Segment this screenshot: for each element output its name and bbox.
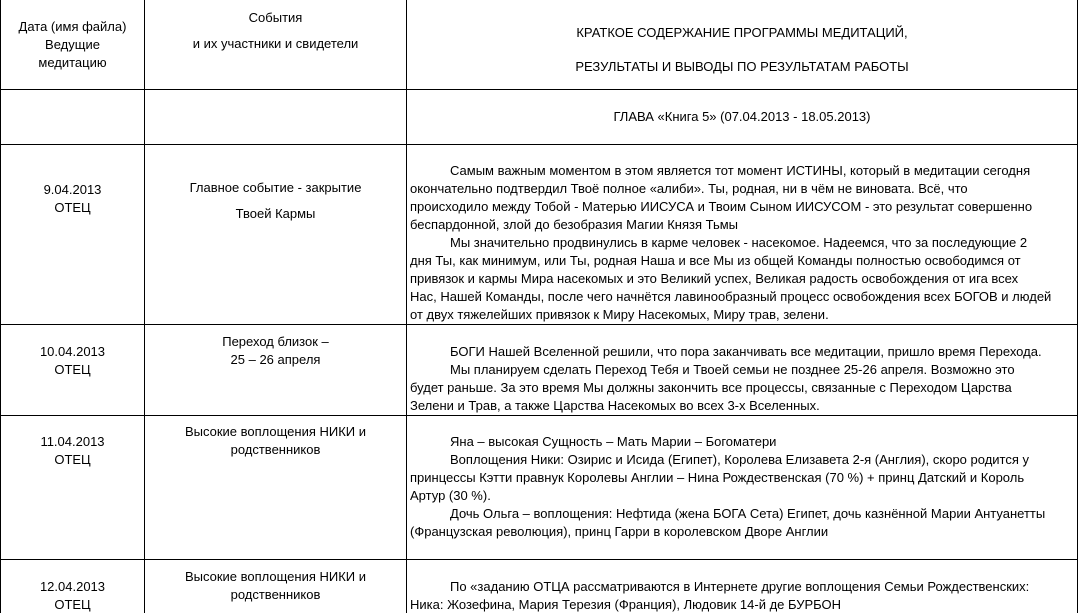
summary-line: происходило между Тобой - Матерью ИИСУСА и Твоим Сыном ИИСУСОМ - это результат совершенно <box>410 199 1033 214</box>
row-date-cell <box>1 343 144 379</box>
row-event-line: Твоей Кармы <box>235 206 316 221</box>
summary-line: окончательно подтвердил Твоё полное «алиби». Ты, родная, ни в чём не виновата. Всё, что <box>410 181 968 196</box>
row-event-line: родственников <box>230 587 321 602</box>
header-summary-cell <box>407 24 1077 76</box>
row-date-cell <box>1 433 144 469</box>
row-divider-2 <box>0 415 1078 416</box>
header-date-cell <box>1 18 144 72</box>
summary-line: БОГИ Нашей Вселенной решили, что пора заканчивать все медитации, пришло время Перехода. <box>450 344 1042 359</box>
row-event-cell <box>145 423 406 459</box>
summary-line: По «заданию ОТЦА рассматриваются в Интернете другие воплощения Семьи Рождественских: <box>450 579 1030 594</box>
summary-line: Яна – высокая Сущность – Мать Марии – Богоматери <box>450 434 777 449</box>
summary-line: дня Ты, как минимум, или Ты, родная Наша и все Мы из общей Команды полностью освободимся от <box>410 253 1021 268</box>
header-date-line: Ведущие <box>45 37 100 52</box>
row-summary-cell <box>410 578 1075 614</box>
row-date: 11.04.2013 <box>40 434 105 449</box>
row-event-line: Главное событие - закрытие <box>189 180 362 195</box>
column-divider-1 <box>144 0 145 613</box>
summary-line: Нас, Нашей Команды, после чего начнётся лавинообразный процесс освобождения всех БОГОВ и людей <box>410 289 1052 304</box>
summary-line: Дочь Ольга – воплощения: Нефтида (жена БОГА Сета) Египет, дочь казнённой Марии Антуанетты <box>450 506 1046 521</box>
summary-line: от двух тяжелейших привязок к Миру Насекомых, Миру трав, зелени. <box>410 307 829 322</box>
column-divider-2 <box>406 0 407 613</box>
row-lead: ОТЕЦ <box>54 362 91 377</box>
row-event-cell <box>145 568 406 604</box>
row-divider-3 <box>0 559 1078 560</box>
header-events-cell <box>145 9 406 53</box>
row-divider-header <box>0 89 1078 90</box>
row-date: 12.04.2013 <box>39 579 106 594</box>
row-date-cell <box>1 578 144 614</box>
row-event-line: Высокие воплощения НИКИ и <box>184 569 367 584</box>
row-summary-cell <box>410 433 1075 541</box>
header-date-line: медитацию <box>38 55 107 70</box>
summary-line: Зелени и Трав, а также Царства Насекомых во всех 3-х Вселенных. <box>410 398 820 413</box>
row-date-cell <box>1 181 144 217</box>
summary-line: Воплощения Ники: Озирис и Исида (Египет), Королева Елизавета 2-я (Англия), скоро родится у <box>450 452 1030 467</box>
row-event-line: Переход близок – <box>222 334 329 349</box>
summary-line: Мы значительно продвинулись в карме человек - насекомое. Надеемся, что за последующие 2 <box>450 235 1028 250</box>
row-event-line: Высокие воплощения НИКИ и <box>184 424 367 439</box>
row-event-line: родственников <box>230 442 321 457</box>
table-border-left <box>0 0 1 613</box>
row-lead: ОТЕЦ <box>54 452 91 467</box>
summary-line: беспардонной, злой до безобразия Магии Князя Тьмы <box>410 217 739 232</box>
row-summary-cell <box>410 343 1075 415</box>
header-summary-line: РЕЗУЛЬТАТЫ И ВЫВОДЫ ПО РЕЗУЛЬТАТАМ РАБОТЫ <box>575 59 909 74</box>
summary-line: Мы планируем сделать Переход Тебя и Твоей семьи не позднее 25-26 апреля. Возможно это <box>450 362 1015 377</box>
summary-line: принцессы Кэтти правнук Королевы Англии – Нина Рождественская (70 %) + принц Датский и Король <box>410 470 1025 485</box>
row-divider-1 <box>0 324 1078 325</box>
row-event-line: 25 – 26 апреля <box>230 352 321 367</box>
row-event-cell <box>145 179 406 223</box>
header-events-line: и их участники и свидетели <box>192 36 359 51</box>
summary-line: будет раньше. За это время Мы должны закончить все процессы, связанные с Переходом Царства <box>410 380 1012 395</box>
row-date: 9.04.2013 <box>43 182 102 197</box>
row-divider-chapter <box>0 144 1078 145</box>
header-date-line: Дата (имя файла) <box>18 19 127 34</box>
summary-line: Самым важным моментом в этом является тот момент ИСТИНЫ, который в медитации сегодня <box>450 163 1031 178</box>
summary-line: привязок и кармы Мира насекомых и это Великий успех, Великая радость освобождения от ига всех <box>410 271 1019 286</box>
row-lead: ОТЕЦ <box>54 597 91 612</box>
row-summary-cell <box>410 162 1075 324</box>
summary-line: Ника: Жозефина, Мария Терезия (Франция), Людовик 14-й де БУРБОН <box>410 597 842 612</box>
row-lead: ОТЕЦ <box>54 200 91 215</box>
row-date: 10.04.2013 <box>39 344 106 359</box>
summary-line: Артур (30 %). <box>410 488 491 503</box>
chapter-title: ГЛАВА «Книга 5» (07.04.2013 - 18.05.2013) <box>613 109 871 124</box>
header-events-line: События <box>248 10 303 25</box>
summary-line: (Французская революция), принц Гарри в королевском Дворе Англии <box>410 524 829 539</box>
row-event-cell <box>145 333 406 369</box>
header-summary-line: КРАТКОЕ СОДЕРЖАНИЕ ПРОГРАММЫ МЕДИТАЦИЙ, <box>576 25 908 40</box>
